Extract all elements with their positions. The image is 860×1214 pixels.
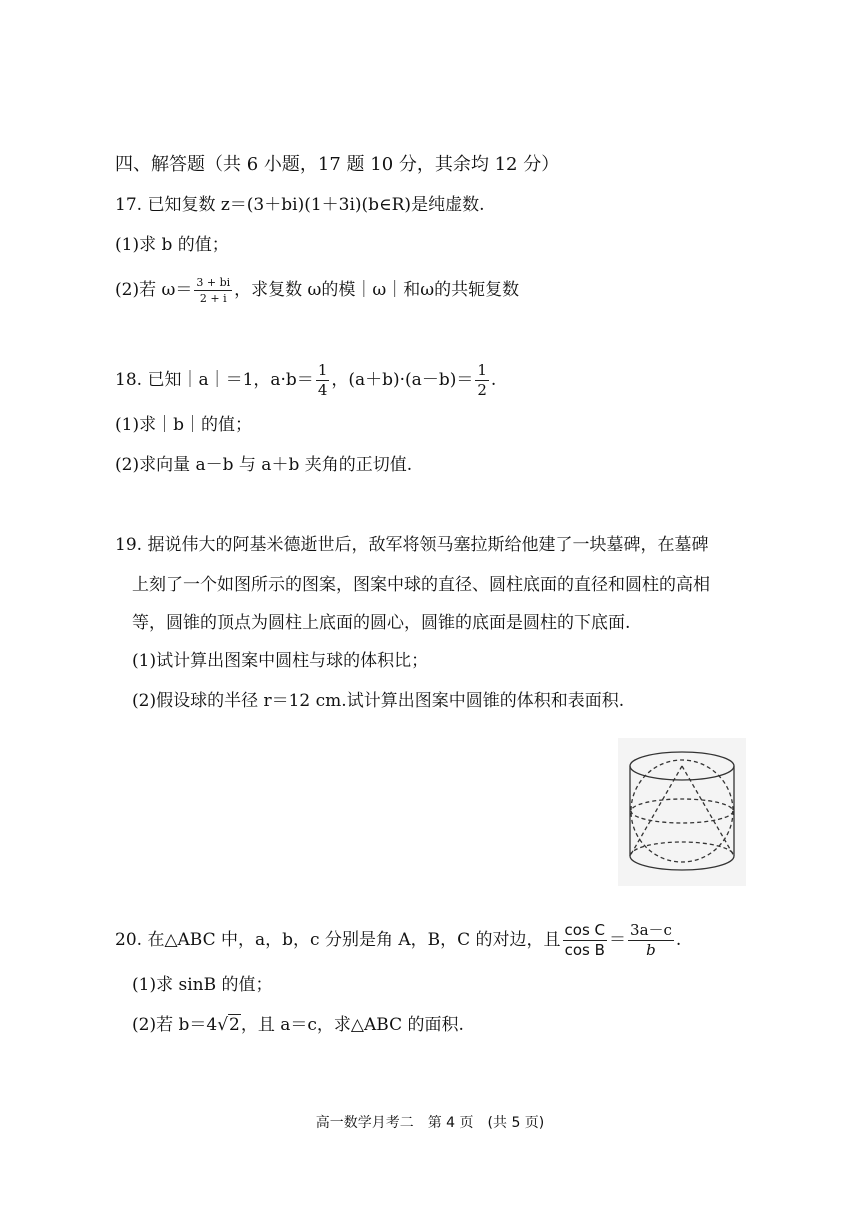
q20-part2	[132, 1012, 464, 1038]
q20-end: .	[675, 930, 682, 950]
q20-prefix: 20. 在△ABC 中，a，b，c 分别是角 A，B，C 的对边，且	[115, 930, 561, 950]
q20-fraction-cos-den: cos B	[564, 941, 605, 959]
q17-part2-prefix: (2)若 ω＝	[115, 280, 193, 300]
cylinder-bottom-front	[630, 856, 734, 870]
q17-part2	[115, 272, 519, 308]
q20-fraction-cos	[563, 923, 607, 958]
q18-fraction-1-num: 1	[317, 361, 328, 379]
q20-part2-prefix: (2)若 b＝4	[132, 1015, 218, 1035]
q18-part1: (1)求｜b｜的值；	[115, 415, 252, 435]
sqrt-radicand: 2	[229, 1015, 240, 1035]
q18-part2: (2)求向量 a－b 与 a＋b 夹角的正切值.	[115, 455, 413, 475]
q20-part2-suffix: ，且 a＝c，求△ABC 的面积.	[240, 1015, 464, 1035]
q20-fraction-rhs-den: b	[646, 941, 656, 959]
sphere-equator	[631, 799, 733, 823]
q17-part2-suffix: ，求复数 ω的模｜ω｜和ω的共轭复数	[234, 280, 520, 300]
q18-fraction-2-num: 1	[477, 361, 487, 379]
q19-part1: (1)试计算出图案中圆柱与球的体积比；	[132, 651, 429, 671]
q19-line3: 等，圆锥的顶点为圆柱上底面的圆心，圆锥的底面是圆柱的下底面.	[132, 613, 631, 633]
q18-mid: ，(a＋b)·(a－b)＝	[331, 370, 474, 390]
sphere-outline	[631, 760, 733, 862]
q18-end: .	[490, 370, 497, 390]
q20-part1: (1)求 sinB 的值；	[132, 975, 273, 995]
q20-fraction-rhs-num: 3a－c	[630, 921, 672, 939]
sqrt-sign: √2	[217, 1015, 240, 1035]
q19-part2: (2)假设球的半径 r＝12 cm.试计算出图案中圆锥的体积和表面积.	[132, 691, 625, 711]
q20-fraction-rhs	[628, 923, 674, 958]
figure-drawing	[618, 738, 746, 886]
q20-equals: ＝	[609, 930, 627, 950]
section-header: 四、解答题（共 6 小题，17 题 10 分，其余均 12 分）	[115, 154, 560, 175]
q18-stem	[115, 360, 496, 400]
q17-fraction-denominator: 2 + i	[199, 292, 227, 305]
q19-line2: 上刻了一个如图所示的图案，图案中球的直径、圆柱底面的直径和圆柱的高相	[132, 575, 710, 595]
q18-fraction-2-den: 2	[477, 381, 487, 399]
q18-fraction-1-den: 4	[317, 381, 328, 399]
q17-stem: 17. 已知复数 z＝(3＋bi)(1＋3i)(b∈R)是纯虚数.	[115, 195, 485, 215]
q17-fraction-numerator: 3 + bi	[196, 276, 231, 289]
q18-fraction-2	[475, 363, 489, 398]
q18-prefix: 18. 已知｜a｜＝1，a·b＝	[115, 370, 314, 390]
q18-fraction-1	[316, 363, 330, 398]
q20-stem	[115, 920, 681, 960]
cone-left-edge	[630, 766, 682, 856]
q19-line1: 19. 据说伟大的阿基米德逝世后，敌军将领马塞拉斯给他建了一块墓碑，在墓碑	[115, 535, 709, 555]
page-footer: 高一数学月考二 第 4 页 (共 5 页)	[315, 1115, 545, 1131]
cylinder-bottom-back	[630, 842, 734, 856]
cylinder-sphere-cone-figure	[618, 738, 746, 886]
q17-omega-fraction	[194, 277, 232, 304]
q17-part1: (1)求 b 的值；	[115, 235, 229, 255]
q20-fraction-cos-num: cos C	[564, 921, 606, 939]
